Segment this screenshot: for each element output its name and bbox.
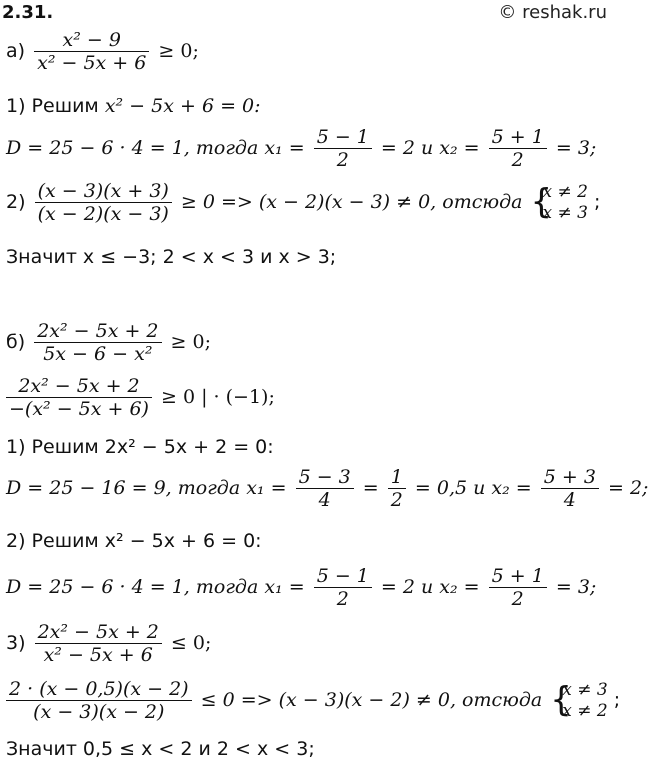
denominator: 2	[390, 489, 403, 511]
part-a-step1	[6, 95, 261, 117]
x1-fraction	[296, 466, 354, 511]
factored-fraction	[6, 678, 192, 723]
equals: =	[362, 477, 379, 499]
condition-1: { x ≠ 2	[542, 181, 588, 202]
denominator: 4	[563, 489, 576, 511]
watermark: © reshak.ru	[498, 2, 607, 23]
discriminant-text: D = 25 − 6 · 4 = 1, тогда x₁ =	[6, 137, 305, 159]
terminator: ;	[594, 191, 601, 213]
denominator: (x − 3)(x − 2)	[33, 701, 165, 723]
root-text: = 2 и x₂ =	[380, 137, 480, 159]
x1-fraction	[314, 126, 372, 171]
rewritten-fraction	[6, 375, 152, 420]
denominator: x² − 5x + 6	[43, 644, 153, 666]
numerator: 5 − 1	[314, 565, 372, 588]
rhs: ≥ 0 | · (−1);	[161, 386, 275, 408]
condition-system	[552, 680, 607, 722]
root-text: = 3;	[555, 576, 597, 598]
denominator: 4	[318, 489, 331, 511]
root-text: = 2 и x₂ =	[380, 576, 480, 598]
condition-2: x ≠ 3	[542, 202, 588, 223]
part-b-factored	[6, 678, 620, 723]
part-a-fraction	[34, 29, 149, 74]
relation-text: ≥ 0 => (x − 2)(x − 3) ≠ 0, отсюда	[180, 191, 523, 213]
numerator: 5 − 1	[314, 126, 372, 149]
step3-fraction	[35, 621, 162, 666]
part-b-discriminant-1	[6, 466, 648, 511]
step-label: 2)	[6, 191, 26, 213]
root-text: = 0,5 и x₂ =	[414, 477, 532, 499]
equation: x² − 5x + 6 = 0:	[104, 95, 261, 117]
step2-fraction	[35, 180, 172, 225]
numerator: 2x² − 5x + 2	[34, 320, 161, 343]
x1-fraction	[314, 565, 372, 610]
part-b-inequality	[6, 320, 211, 365]
discriminant-text: D = 25 − 16 = 9, тогда x₁ =	[6, 477, 287, 499]
denominator: (x − 2)(x − 3)	[37, 203, 169, 225]
numerator: 2x² − 5x + 2	[35, 621, 162, 644]
step-label: 3)	[6, 632, 26, 654]
part-b-answer: Значит 0,5 ≤ x < 2 и 2 < x < 3;	[6, 738, 315, 760]
terminator: ;	[613, 689, 621, 711]
numerator: 2 · (x − 0,5)(x − 2)	[6, 678, 192, 701]
problem-number: 2.31.	[2, 2, 54, 23]
denominator: 2	[336, 149, 349, 171]
numerator: 1	[388, 466, 406, 489]
condition-system	[533, 182, 588, 224]
part-a-label: а)	[6, 40, 26, 62]
numerator: 5 + 1	[489, 565, 547, 588]
part-b-step2: 2) Решим x² − 5x + 6 = 0:	[6, 530, 262, 552]
denominator: −(x² − 5x + 6)	[9, 398, 149, 420]
part-a-denominator: x² − 5x + 6	[37, 52, 147, 74]
part-a-step2	[6, 180, 600, 225]
denominator: 2	[336, 588, 349, 610]
condition-2: x ≠ 2	[562, 700, 608, 721]
denominator: 2	[511, 588, 524, 610]
part-b-fraction	[34, 320, 161, 365]
discriminant-text: D = 25 − 6 · 4 = 1, тогда x₁ =	[6, 576, 305, 598]
x2-fraction	[489, 126, 547, 171]
part-b-step3	[6, 621, 211, 666]
x2-fraction	[541, 466, 599, 511]
root-text: = 2;	[607, 477, 648, 499]
part-b-label: б)	[6, 331, 26, 353]
numerator: (x − 3)(x + 3)	[35, 180, 172, 203]
part-b-rewritten	[6, 375, 275, 420]
part-a-answer: Значит x ≤ −3; 2 < x < 3 и x > 3;	[6, 246, 337, 268]
step-label: 1) Решим	[6, 95, 99, 117]
part-a-discriminant	[6, 126, 596, 171]
x2-fraction	[489, 565, 547, 610]
part-a-numerator: x² − 9	[34, 29, 149, 52]
denominator: 2	[511, 149, 524, 171]
rhs: ≤ 0;	[170, 632, 212, 654]
root-text: = 3;	[555, 137, 597, 159]
part-b-step1: 1) Решим 2x² − 5x + 2 = 0:	[6, 436, 274, 458]
part-b-discriminant-2	[6, 565, 596, 610]
numerator: 2x² − 5x + 2	[6, 375, 152, 398]
part-a-rhs: ≥ 0;	[158, 40, 199, 62]
part-a-inequality	[6, 29, 199, 74]
numerator: 5 + 3	[541, 466, 599, 489]
half-fraction	[388, 466, 406, 511]
rhs: ≥ 0;	[170, 331, 211, 353]
condition-1: { x ≠ 3	[562, 679, 608, 700]
numerator: 5 − 3	[296, 466, 354, 489]
numerator: 5 + 1	[489, 126, 547, 149]
relation-text: ≤ 0 => (x − 3)(x − 2) ≠ 0, отсюда	[200, 689, 543, 711]
denominator: 5x − 6 − x²	[43, 343, 153, 365]
